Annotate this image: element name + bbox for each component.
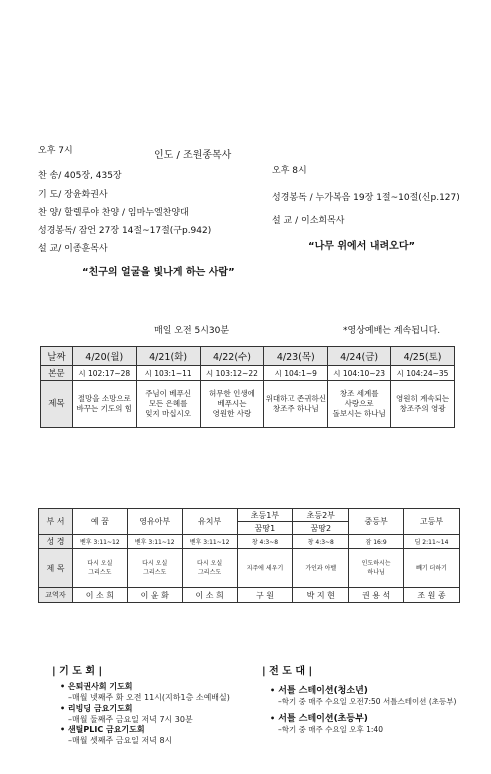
- table-cell: 허무한 인생에 베푸시는 영원한 사랑: [200, 381, 264, 428]
- row-label: 본문: [41, 366, 73, 381]
- header-cell: 4/22(수): [200, 347, 264, 366]
- header-cell: 꿈땅1: [237, 522, 293, 535]
- evening-left-row: 찬 양/ 할렐루야 찬양 / 임마누엘찬양대: [38, 208, 189, 218]
- header-cell: 4/23(목): [264, 347, 328, 366]
- table-cell: 딤 2:11~14: [404, 535, 460, 549]
- school-table: [38, 508, 460, 603]
- header-cell: 4/21(화): [136, 347, 200, 366]
- table-cell: 가인과 아벨: [293, 549, 349, 588]
- table-cell: 지주에 세우기: [237, 549, 293, 588]
- list-item: • 리빙딩 금요기도회 –매월 둘째주 금요일 저녁 7시 30분: [60, 704, 193, 724]
- dawn-time: 매일 오전 5시30분: [154, 326, 230, 336]
- list-item: • 은퇴권사회 기도회 –매월 넷째주 화 오전 11시(지하1층 소예배실): [60, 682, 230, 702]
- dawn-table: [40, 346, 455, 428]
- evening-right-row: 설 교 / 이소희목사: [272, 216, 345, 226]
- bullet-icon: •: [270, 686, 276, 695]
- table-cell: 잠 16:9: [349, 535, 404, 549]
- table-cell: 박 지 현: [293, 588, 349, 603]
- table-cell: 시 102:17~28: [72, 366, 136, 381]
- evening-left-prayer: 인도 / 조원종목사: [154, 150, 232, 161]
- table-cell: 절망을 소망으로 바꾸는 기도의 힘: [72, 381, 136, 428]
- table-cell: 빼기 더하기: [404, 549, 460, 588]
- table-cell: 인도하시는 하나님: [349, 549, 404, 588]
- list-item: • 샌틸PLIC 금요기도회 –매월 셋째주 금요일 저녁 8시: [60, 725, 173, 745]
- table-cell: 벧후 3:11~12: [72, 535, 127, 549]
- table-cell: 영원히 계속되는 창조주의 영광: [391, 381, 455, 428]
- header-cell: 4/25(토): [391, 347, 455, 366]
- table-cell: 벧후 3:11~12: [127, 535, 182, 549]
- evening-left-row: 찬 송/ 405장, 435장: [38, 171, 122, 181]
- row-label: 성 경: [39, 535, 73, 549]
- table-cell: 시 103:12~22: [200, 366, 264, 381]
- row-label: 제목: [41, 381, 73, 428]
- evening-left-row: 기 도/ 장윤화권사: [38, 190, 108, 200]
- table-cell: 창 4:3~8: [237, 535, 293, 549]
- evening-right-sermon: “나무 위에서 내려오다”: [308, 241, 416, 252]
- table-cell: 다시 오실 그리스도: [182, 549, 237, 588]
- table-cell: 다시 오실 그리스도: [127, 549, 182, 588]
- header-cell: 유치부: [182, 509, 237, 535]
- row-label: 부 서: [39, 509, 73, 535]
- header-cell: 4/24(금): [328, 347, 391, 366]
- list-item: • 서틀 스테이션(청소년) –학기 중 매주 수요일 오전7:50 서틀스테이션 (초등부): [270, 686, 457, 706]
- prayer-meeting-title: | 기 도 회 |: [52, 666, 103, 677]
- table-cell: 시 104:10~23: [328, 366, 391, 381]
- table-cell: 시 103:1~11: [136, 366, 200, 381]
- header-cell: 꿈땅2: [293, 522, 349, 535]
- evangelism-title: | 전 도 대 |: [262, 666, 313, 677]
- evening-left-row: 설 교/ 이종훈목사: [38, 244, 108, 254]
- header-cell: 4/20(월): [72, 347, 136, 366]
- table-cell: 조 원 종: [404, 588, 460, 603]
- table-cell: 권 용 석: [349, 588, 404, 603]
- table-cell: 이 소 희: [182, 588, 237, 603]
- evening-right-time: 오후 8시: [272, 166, 307, 176]
- bullet-icon: •: [60, 725, 66, 734]
- table-cell: 벧후 3:11~12: [182, 535, 237, 549]
- table-cell: 창조 세계를 사랑으로 돌보시는 하나님: [328, 381, 391, 428]
- evening-right-row: 성경봉독 / 누가복음 19장 1절~10절(신p.127): [272, 193, 460, 203]
- evening-left-row: 성경봉독/ 잠언 27장 14절~17절(구p.942): [38, 226, 212, 236]
- table-cell: 위대하고 존귀하신 창조주 하나님: [264, 381, 328, 428]
- table-cell: 시 104:24~35: [391, 366, 455, 381]
- evening-left-sermon: “친구의 얼굴을 빛나게 하는 사람”: [82, 267, 235, 278]
- bullet-icon: •: [60, 704, 66, 713]
- table-cell: 주님이 베푸신 모든 은혜를 잊지 마십시오: [136, 381, 200, 428]
- table-cell: 시 104:1~9: [264, 366, 328, 381]
- row-label: 제 목: [39, 549, 73, 588]
- bullet-icon: •: [270, 714, 276, 723]
- table-cell: 창 4:3~8: [293, 535, 349, 549]
- header-cell: 예 꿈: [72, 509, 127, 535]
- table-cell: 이 윤 화: [127, 588, 182, 603]
- bullet-icon: •: [60, 682, 66, 691]
- table-cell: 구 원: [237, 588, 293, 603]
- row-label: 교역자: [39, 588, 73, 603]
- header-cell: 영유아부: [127, 509, 182, 535]
- header-cell: 초등1부: [237, 509, 293, 522]
- header-cell: 중등부: [349, 509, 404, 535]
- table-cell: 다시 오실 그리스도: [72, 549, 127, 588]
- header-cell: 고등부: [404, 509, 460, 535]
- dawn-note: *영상예배는 계속됩니다.: [343, 326, 441, 336]
- header-cell: 날짜: [41, 347, 73, 366]
- list-item: • 서틀 스테이션(초등부) –학기 중 매주 수요일 오후 1:40: [270, 714, 383, 734]
- table-cell: 이 소 희: [72, 588, 127, 603]
- header-cell: 초등2부: [293, 509, 349, 522]
- evening-left-time: 오후 7시: [38, 146, 73, 156]
